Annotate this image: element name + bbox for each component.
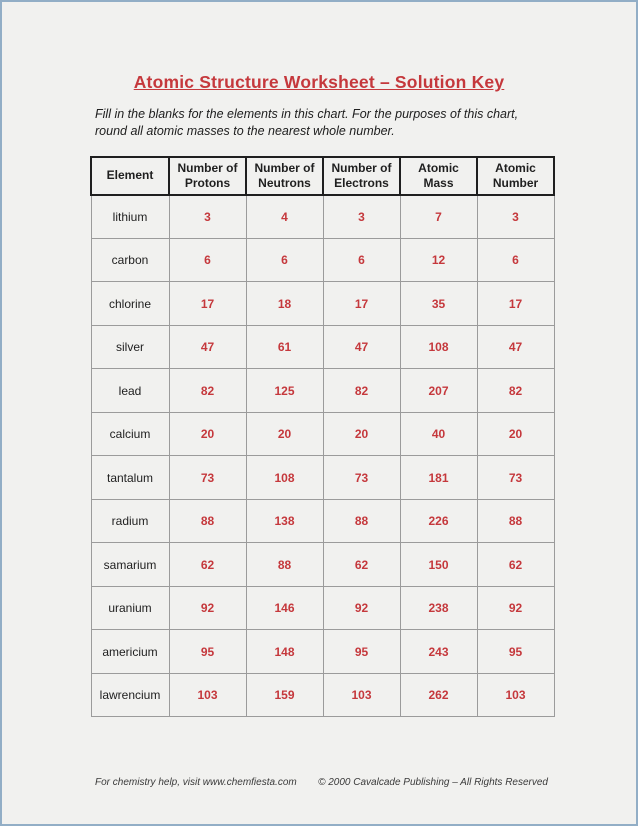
header-electrons: Number of Electrons	[323, 157, 400, 195]
electrons-value-cell: 82	[323, 369, 400, 413]
mass-value-cell: 40	[400, 412, 477, 456]
element-name-cell: silver	[91, 325, 169, 369]
neutrons-value-cell: 61	[246, 325, 323, 369]
electrons-value-cell: 47	[323, 325, 400, 369]
protons-value-cell: 20	[169, 412, 246, 456]
neutrons-value-cell: 108	[246, 456, 323, 500]
neutrons-value-cell: 138	[246, 499, 323, 543]
protons-value-cell: 6	[169, 238, 246, 282]
number-value-cell: 88	[477, 499, 554, 543]
header-protons: Number of Protons	[169, 157, 246, 195]
table-row	[91, 238, 554, 282]
number-value-cell: 73	[477, 456, 554, 500]
protons-value-cell: 47	[169, 325, 246, 369]
number-value-cell: 3	[477, 195, 554, 239]
mass-value-cell: 238	[400, 586, 477, 630]
number-value-cell: 95	[477, 630, 554, 674]
mass-value-cell: 12	[400, 238, 477, 282]
number-value-cell: 20	[477, 412, 554, 456]
page-title: Atomic Structure Worksheet – Solution Key	[133, 72, 505, 92]
table-header-row	[91, 157, 554, 195]
number-value-cell: 47	[477, 325, 554, 369]
header-neutrons: Number of Neutrons	[246, 157, 323, 195]
element-name-cell: calcium	[91, 412, 169, 456]
electrons-value-cell: 6	[323, 238, 400, 282]
element-table	[90, 156, 555, 718]
number-value-cell: 103	[477, 673, 554, 717]
electrons-value-cell: 17	[323, 282, 400, 326]
header-atomic-mass: Atomic Mass	[400, 157, 477, 195]
protons-value-cell: 92	[169, 586, 246, 630]
mass-value-cell: 35	[400, 282, 477, 326]
neutrons-value-cell: 88	[246, 543, 323, 587]
protons-value-cell: 3	[169, 195, 246, 239]
mass-value-cell: 7	[400, 195, 477, 239]
number-value-cell: 62	[477, 543, 554, 587]
neutrons-value-cell: 125	[246, 369, 323, 413]
table-row	[91, 630, 554, 674]
neutrons-value-cell: 20	[246, 412, 323, 456]
mass-value-cell: 181	[400, 456, 477, 500]
table-row	[91, 586, 554, 630]
neutrons-value-cell: 6	[246, 238, 323, 282]
electrons-value-cell: 62	[323, 543, 400, 587]
element-name-cell: americium	[91, 630, 169, 674]
neutrons-value-cell: 4	[246, 195, 323, 239]
mass-value-cell: 262	[400, 673, 477, 717]
protons-value-cell: 62	[169, 543, 246, 587]
electrons-value-cell: 20	[323, 412, 400, 456]
table-row	[91, 282, 554, 326]
table-row	[91, 325, 554, 369]
table-row	[91, 195, 554, 239]
element-name-cell: uranium	[91, 586, 169, 630]
electrons-value-cell: 73	[323, 456, 400, 500]
element-name-cell: carbon	[91, 238, 169, 282]
number-value-cell: 6	[477, 238, 554, 282]
table-row	[91, 499, 554, 543]
protons-value-cell: 73	[169, 456, 246, 500]
number-value-cell: 82	[477, 369, 554, 413]
header-atomic-number: Atomic Number	[477, 157, 554, 195]
neutrons-value-cell: 159	[246, 673, 323, 717]
table-row	[91, 673, 554, 717]
element-name-cell: chlorine	[91, 282, 169, 326]
table-row	[91, 412, 554, 456]
element-name-cell: lead	[91, 369, 169, 413]
number-value-cell: 17	[477, 282, 554, 326]
footer-right-text: © 2000 Cavalcade Publishing – All Rights Reserved	[318, 777, 548, 788]
element-name-cell: radium	[91, 499, 169, 543]
page-footer	[95, 777, 548, 788]
electrons-value-cell: 103	[323, 673, 400, 717]
electrons-value-cell: 88	[323, 499, 400, 543]
table-row	[91, 543, 554, 587]
mass-value-cell: 207	[400, 369, 477, 413]
element-table-body	[91, 195, 554, 717]
mass-value-cell: 108	[400, 325, 477, 369]
protons-value-cell: 95	[169, 630, 246, 674]
table-row	[91, 456, 554, 500]
footer-left-text: For chemistry help, visit www.chemfiesta.com	[95, 777, 297, 788]
element-name-cell: samarium	[91, 543, 169, 587]
neutrons-value-cell: 146	[246, 586, 323, 630]
element-name-cell: tantalum	[91, 456, 169, 500]
instructions-text: Fill in the blanks for the elements in this chart. For the purposes of this chart, round all atomic masses to the nearest whole number.	[95, 107, 519, 138]
electrons-value-cell: 92	[323, 586, 400, 630]
electrons-value-cell: 3	[323, 195, 400, 239]
element-name-cell: lithium	[91, 195, 169, 239]
neutrons-value-cell: 148	[246, 630, 323, 674]
table-row	[91, 369, 554, 413]
mass-value-cell: 243	[400, 630, 477, 674]
protons-value-cell: 17	[169, 282, 246, 326]
header-element: Element	[91, 157, 169, 195]
number-value-cell: 92	[477, 586, 554, 630]
electrons-value-cell: 95	[323, 630, 400, 674]
mass-value-cell: 226	[400, 499, 477, 543]
neutrons-value-cell: 18	[246, 282, 323, 326]
protons-value-cell: 88	[169, 499, 246, 543]
mass-value-cell: 150	[400, 543, 477, 587]
protons-value-cell: 103	[169, 673, 246, 717]
protons-value-cell: 82	[169, 369, 246, 413]
element-name-cell: lawrencium	[91, 673, 169, 717]
